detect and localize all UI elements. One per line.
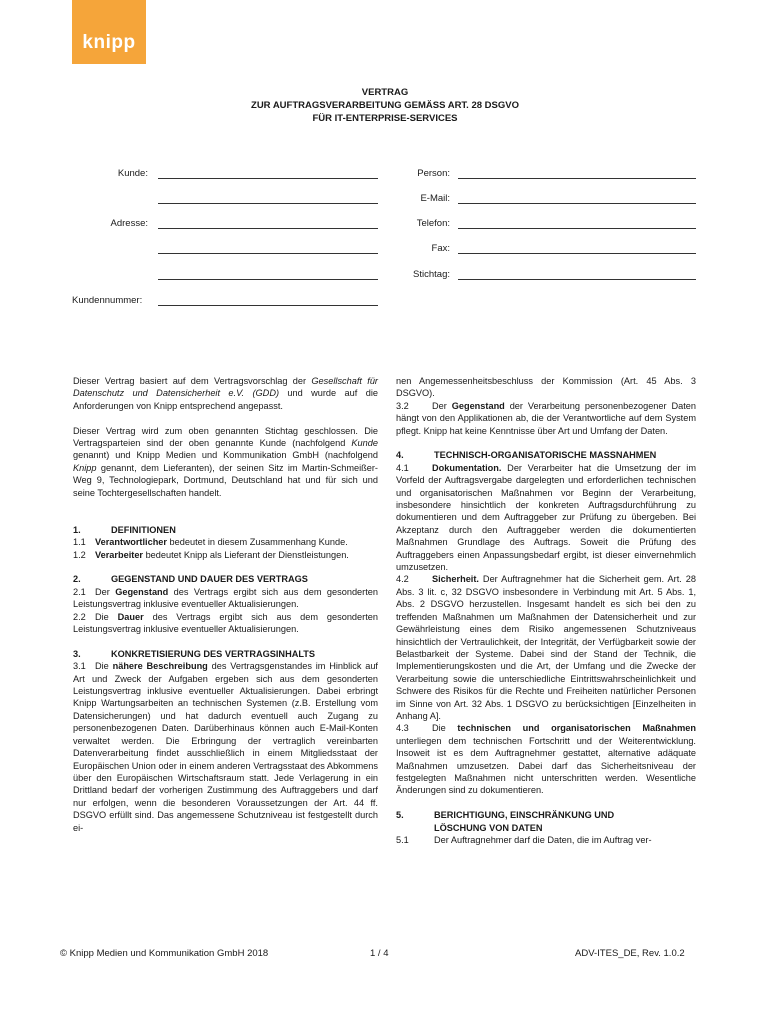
clause-1-1: 1.1 Verantwortlicher bedeutet in diesem Zusammenhang Kunde. xyxy=(73,537,348,548)
field-stichtag-line[interactable] xyxy=(458,279,696,280)
field-email-line[interactable] xyxy=(458,203,696,204)
label-stichtag: Stichtag: xyxy=(413,269,450,280)
field-adresse-line-3[interactable] xyxy=(158,279,378,280)
title-line-1: VERTRAG xyxy=(361,87,409,98)
clause-4-1: 4.1 Dokumentation. Der Verarbeiter hat die Umsetzung der im Vorfeld der Auftragsvergabe dargelegten und erforderlichen technischen und organisatorischen Maßnahmen vor Beginn der Verarbeitung, insbesondere hinsichtlich der konkreten Auftragsdurchführung zu dokumentieren und dem Auftraggeber zur Prüfung zu übergeben. Bei Akzeptanz durch den Auftraggeber werden die dokumentierten Maßnahmen Grundlage des Auftrags. Soweit die Prüfung des Auftraggebers einen Anpassungsbedarf ergibt, ist dieser einvernehmlich umzusetzen. xyxy=(396,462,696,573)
field-kundennummer-line[interactable] xyxy=(158,305,378,306)
clause-3-1: 3.1 Die nähere Beschreibung des Vertragsgenstandes im Hinblick auf Art und Zweck der Aufgaben ergeben sich aus dem gesonderten Leistungsvertrag inklusive eventueller Aktualisierungen. Dabei erbringt Knipp Wartungsarbeiten an technischen Systemen (z.B. Erstellung vom Datensicherungen) und hat dadurch eventuell auch Zugang zu personenbezogenen Daten. Darüberhinaus können auch E-Mail-Konten verwaltet werden. Die Erbringung der vertraglich vereinbarten Datenverarbeitung findet ausschließlich in einem Mitgliedsstaat der Europäischen Union oder in einem anderen Vertragsstaat des Abkommens über den Europäischen Wirtschaftsraum statt. Jede Verlagerung in ein Drittland bedarf der vorherigen Zustimmung des Auftraggebers und darf nur erfolgen, wenn die besonderen Voraussetzungen der Art. 44 ff. DSGVO erfüllt sind. Das angemessene Schutzniveau ist festgestellt durch ei- xyxy=(73,661,378,833)
field-person-line[interactable] xyxy=(458,178,696,179)
left-column xyxy=(73,375,378,834)
field-telefon-line[interactable] xyxy=(458,228,696,229)
footer-document-id: ADV-ITES_DE, Rev. 1.0.2 xyxy=(575,948,685,959)
label-kundennummer: Kundennummer: xyxy=(72,295,143,306)
field-kunde-line[interactable] xyxy=(158,178,378,179)
clause-4-3: 4.3 Die technischen und organisatorischen Maßnahmen unterliegen dem technischen Fortschritt und der Weiterentwicklung. Insoweit ist es dem Auftragnehmer gestattet, alternative adäquate Maßnahmen umzusetzen. Dabei darf das Sicherheitsniveau der festgelegten Maßnahmen nicht unterschritten werden. Wesentliche Änderungen sind zu dokumentieren. xyxy=(396,723,696,796)
label-telefon: Telefon: xyxy=(416,218,450,229)
field-adresse-line-2[interactable] xyxy=(158,253,378,254)
title-line-2: ZUR AUFTRAGSVERARBEITUNG GEMÄSS ART. 28 DSGVO xyxy=(251,100,519,111)
clause-4-2: 4.2 Sicherheit. Der Auftragnehmer hat die Sicherheit gem. Art. 28 Abs. 3 lit. c, 32 DSGVO insbesondere in Verbindung mit Art. 5 Abs. 1, Abs. 2 DSGVO herzustellen. Insgesamt handelt es sich bei den zu treffenden Maßnahmen um Maßnahmen der Datensicherheit und zur Gewährleistung eines dem Risiko angemessenen Schutzniveaus hinsichtlich der Vertraulichkeit, der Integrität, der Verfügbarkeit sowie der Belastbarkeit der Systeme. Dabei sind der Stand der Technik, die Implementierungskosten und die Art, der Umfang und die Zwecke der Verarbeitung sowie die unterschiedliche Eintrittswahrscheinlichkeit und Schwere des Risikos für die Rechte und Freiheiten natürlicher Personen im Sinne von Art. 32 Abs. 1 DSGVO zu berücksichtigen [Einzelheiten in Anhang A]. xyxy=(396,574,696,721)
section-5-heading: 5. BERICHTIGUNG, EINSCHRÄNKUNG UND LÖSCHUNG VON DATEN xyxy=(396,810,615,833)
intro-paragraph-1: Dieser Vertrag basiert auf dem Vertragsvorschlag der Gesellschaft für Datenschutz und Datensicherheit e.V. (GDD) und wurde auf die Anforderungen von Knipp entsprechend angepasst. xyxy=(73,376,378,411)
clause-1-2: 1.2 Verarbeiter bedeutet Knipp als Lieferant der Dienstleistungen. xyxy=(73,549,349,560)
section-4-heading: 4. TECHNISCH-ORGANISATORISCHE MASSNAHMEN xyxy=(396,450,657,461)
label-email: E-Mail: xyxy=(420,193,450,204)
document-title xyxy=(0,86,770,125)
footer-page-number: 1 / 4 xyxy=(370,948,389,959)
clause-2-2: 2.2 Die Dauer des Vertrags ergibt sich aus dem gesonderten Leistungsvertrag inklusive eventueller Aktualisierungen. xyxy=(73,611,378,635)
clause-5-1: 5.1 Der Auftragnehmer darf die Daten, die im Auftrag ver- xyxy=(396,835,652,845)
clause-2-1: 2.1 Der Gegenstand des Vertrags ergibt sich aus dem gesonderten Leistungsvertrag inklusive eventueller Aktualisierungen. xyxy=(73,586,378,610)
clause-3-1-continued: nen Angemessenheitsbeschluss der Kommission (Art. 45 Abs. 3 DSGVO). xyxy=(396,376,696,399)
footer-copyright: © Knipp Medien und Kommunikation GmbH 2018 xyxy=(60,948,269,959)
intro-paragraph-2: Dieser Vertrag wird zum oben genannten Stichtag geschlossen. Die Vertragsparteien sind der oben genannte Kunde (nachfolgend Kunde genannt) und Knipp Medien und Kommunikation GmbH (nachfolgend Knipp genannt, dem Lieferanten), der seinen Sitz im Martin-Schmeißer-Weg 9, Technologiepark, Dortmund, Deutschland hat und für sich und seine Tochtergesellschaften handelt. xyxy=(73,425,378,498)
label-fax: Fax: xyxy=(431,243,450,254)
field-kunde-line-2[interactable] xyxy=(158,203,378,204)
title-line-3: FÜR IT-ENTERPRISE-SERVICES xyxy=(312,113,458,124)
field-adresse-line-1[interactable] xyxy=(158,228,378,229)
section-1-heading: 1. DEFINITIONEN xyxy=(73,524,176,535)
label-adresse: Adresse: xyxy=(110,218,148,229)
section-2-heading: 2. GEGENSTAND UND DAUER DES VERTRAGS xyxy=(73,574,308,585)
knipp-logo xyxy=(72,0,146,64)
right-column xyxy=(396,375,696,846)
field-fax-line[interactable] xyxy=(458,253,696,254)
logo-text: knipp xyxy=(82,32,136,53)
label-kunde: Kunde: xyxy=(117,168,148,179)
section-3-heading: 3. KONKRETISIERUNG DES VERTRAGSINHALTS xyxy=(73,648,316,659)
label-person: Person: xyxy=(417,168,450,179)
clause-3-2: 3.2 Der Gegenstand der Verarbeitung personenbezogener Daten hängt von den Applikationen ab, die der Verantwortliche auf dem System pflegt. Knipp hat keine Kenntnisse über Art und Umfang der Daten. xyxy=(396,400,696,436)
